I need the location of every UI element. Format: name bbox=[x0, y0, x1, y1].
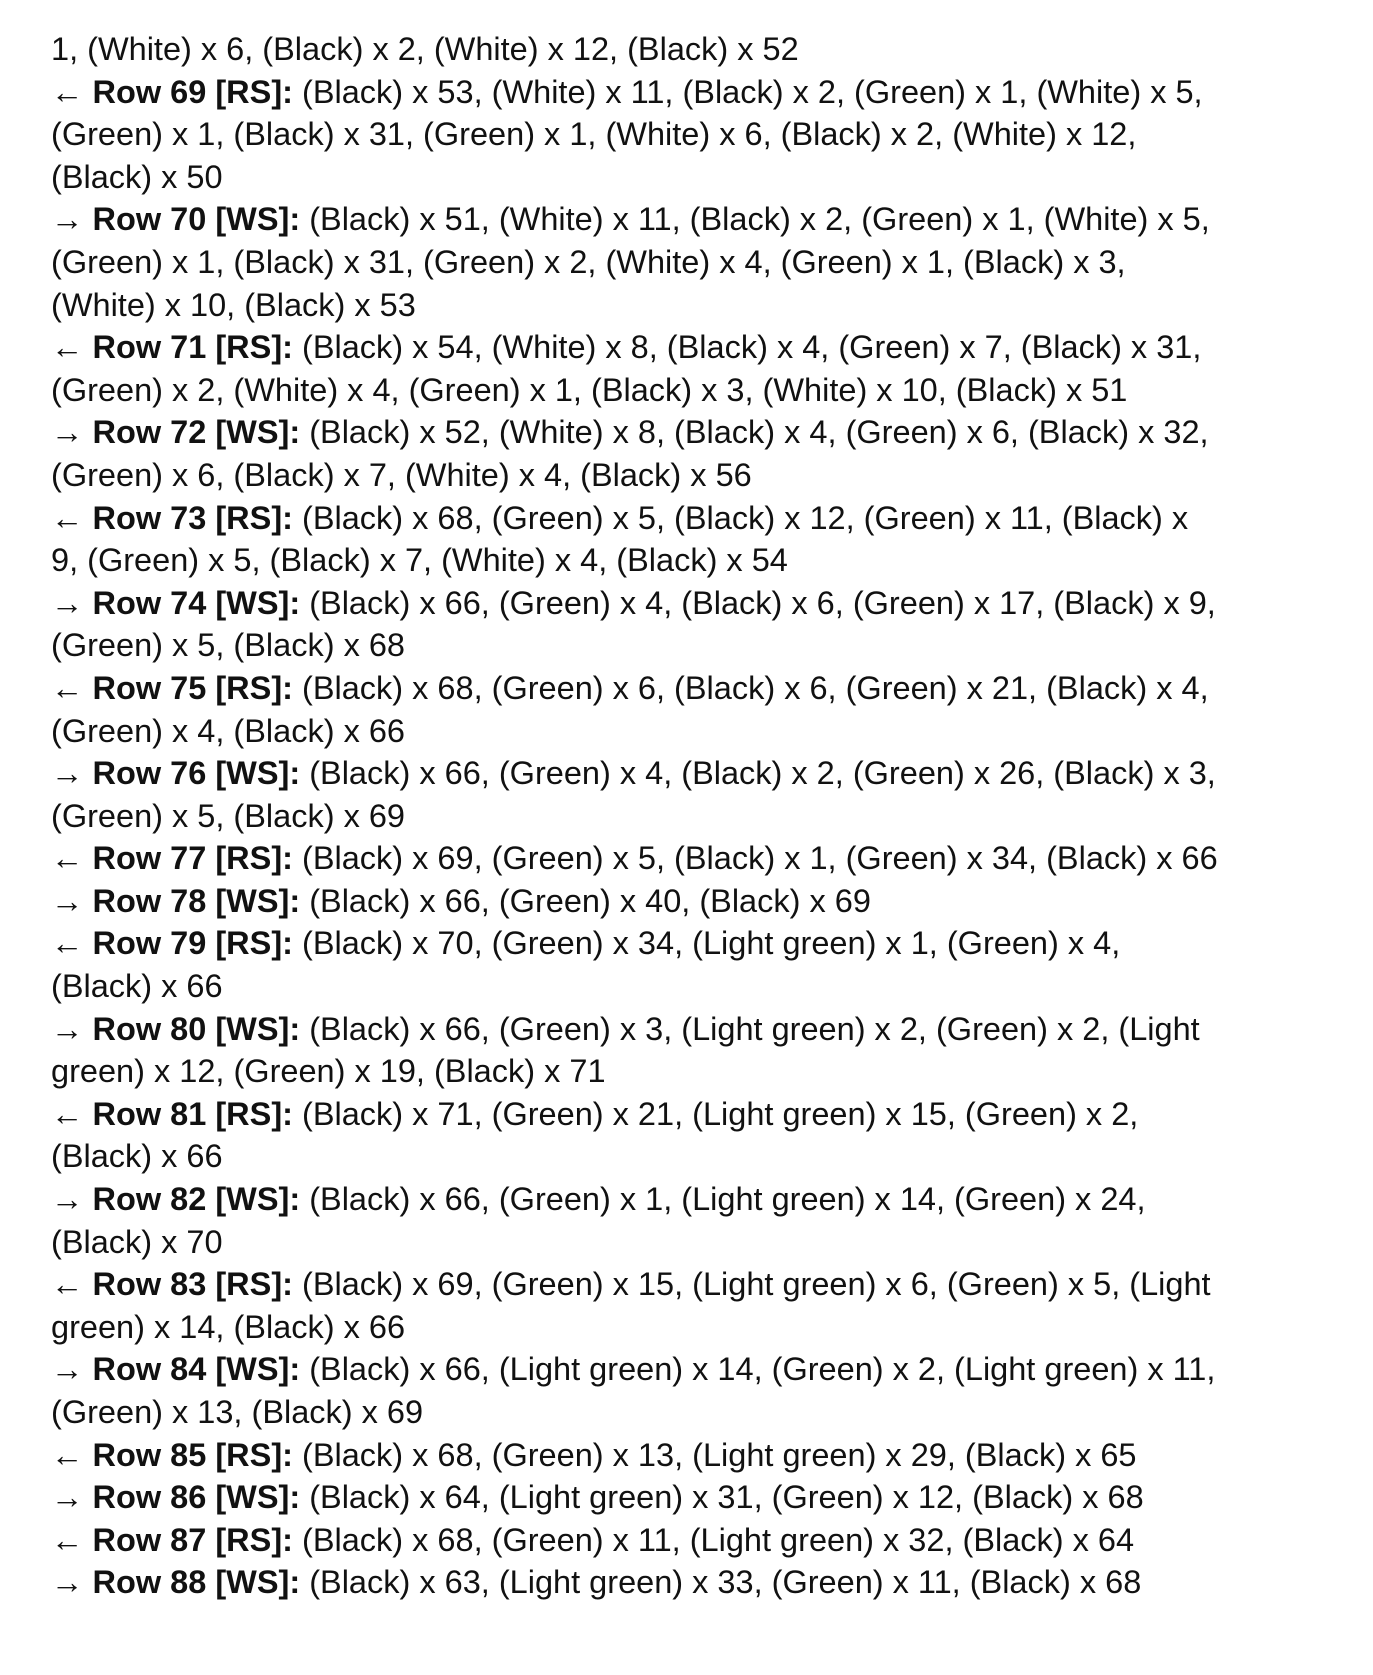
row-instruction-line bbox=[51, 326, 1321, 369]
continuation-line bbox=[51, 1135, 1321, 1178]
row-instruction-line bbox=[51, 1519, 1321, 1562]
row-instruction-line bbox=[51, 1093, 1321, 1136]
color-sequence-text: (Black) x 71, (Green) x 21, (Light green) x 15, (Green) x 2, bbox=[292, 1095, 1139, 1132]
right-arrow-icon: → bbox=[51, 1351, 93, 1388]
color-sequence-text: (Green) x 4, (Black) x 66 bbox=[51, 712, 405, 749]
row-instruction-line bbox=[51, 1434, 1321, 1477]
row-label: Row 74 [WS]: bbox=[92, 584, 301, 621]
continuation-line bbox=[51, 113, 1321, 156]
color-sequence-text: (Black) x 66, (Green) x 1, (Light green) x 14, (Green) x 24, bbox=[300, 1181, 1146, 1218]
color-sequence-text: 1, (White) x 6, (Black) x 2, (White) x 12, (Black) x 52 bbox=[51, 31, 799, 67]
row-label: Row 82 [WS]: bbox=[92, 1181, 301, 1218]
color-sequence-text: green) x 14, (Black) x 66 bbox=[51, 1308, 406, 1345]
color-sequence-text: (Black) x 66 bbox=[51, 1138, 223, 1175]
continuation-line bbox=[51, 241, 1321, 284]
continuation-line bbox=[51, 539, 1321, 582]
row-instruction-line bbox=[51, 582, 1321, 625]
row-instruction-line bbox=[51, 880, 1321, 923]
color-sequence-text: (Black) x 68, (Green) x 13, (Light green) x 29, (Black) x 65 bbox=[292, 1436, 1137, 1473]
continuation-line bbox=[51, 624, 1321, 667]
left-arrow-icon: ← bbox=[51, 499, 93, 536]
row-instruction-line bbox=[51, 497, 1321, 540]
continuation-line bbox=[51, 795, 1321, 838]
row-instruction-line bbox=[51, 1348, 1321, 1391]
continuation-line bbox=[51, 369, 1321, 412]
row-label: Row 84 [WS]: bbox=[92, 1351, 301, 1388]
left-arrow-icon: ← bbox=[51, 73, 93, 110]
color-sequence-text: (Green) x 6, (Black) x 7, (White) x 4, (Black) x 56 bbox=[51, 456, 752, 493]
continuation-line bbox=[51, 454, 1321, 497]
row-label: Row 69 [RS]: bbox=[92, 73, 293, 110]
color-sequence-text: (Green) x 1, (Black) x 31, (Green) x 1, (White) x 6, (Black) x 2, (White) x 12, bbox=[51, 116, 1137, 153]
row-label: Row 86 [WS]: bbox=[92, 1479, 301, 1516]
right-arrow-icon: → bbox=[51, 414, 93, 451]
right-arrow-icon: → bbox=[51, 755, 93, 792]
color-sequence-text: (Black) x 70, (Green) x 34, (Light green) x 1, (Green) x 4, bbox=[292, 925, 1121, 962]
color-sequence-text: (Black) x 63, (Light green) x 33, (Green) x 11, (Black) x 68 bbox=[300, 1564, 1142, 1601]
left-arrow-icon: ← bbox=[51, 925, 93, 962]
row-label: Row 80 [WS]: bbox=[92, 1010, 301, 1047]
row-label: Row 87 [RS]: bbox=[92, 1521, 293, 1558]
right-arrow-icon: → bbox=[51, 882, 93, 919]
color-sequence-text: (Black) x 50 bbox=[51, 158, 223, 195]
color-sequence-text: (Black) x 68, (Green) x 6, (Black) x 6, (Green) x 21, (Black) x 4, bbox=[292, 669, 1209, 706]
left-arrow-icon: ← bbox=[51, 1521, 93, 1558]
continuation-line bbox=[51, 710, 1321, 753]
left-arrow-icon: ← bbox=[51, 1095, 93, 1132]
row-label: Row 71 [RS]: bbox=[92, 329, 293, 366]
continuation-line bbox=[51, 156, 1321, 199]
color-sequence-text: (Black) x 64, (Light green) x 31, (Green) x 12, (Black) x 68 bbox=[300, 1479, 1144, 1516]
row-label: Row 70 [WS]: bbox=[92, 201, 301, 238]
color-sequence-text: (Green) x 1, (Black) x 31, (Green) x 2, (White) x 4, (Green) x 1, (Black) x 3, bbox=[51, 243, 1126, 280]
row-instruction-line bbox=[51, 752, 1321, 795]
row-instruction-line bbox=[51, 1008, 1321, 1051]
left-arrow-icon: ← bbox=[51, 1436, 93, 1473]
row-instruction-line bbox=[51, 667, 1321, 710]
color-sequence-text: (Black) x 66, (Green) x 40, (Black) x 69 bbox=[300, 882, 871, 919]
row-instruction-line bbox=[51, 837, 1321, 880]
color-sequence-text: (Green) x 5, (Black) x 69 bbox=[51, 797, 405, 834]
row-label: Row 79 [RS]: bbox=[92, 925, 293, 962]
row-label: Row 78 [WS]: bbox=[92, 882, 301, 919]
right-arrow-icon: → bbox=[51, 1181, 93, 1218]
color-sequence-text: (Black) x 69, (Green) x 5, (Black) x 1, (Green) x 34, (Black) x 66 bbox=[292, 840, 1218, 877]
color-sequence-text: (Black) x 54, (White) x 8, (Black) x 4, (Green) x 7, (Black) x 31, bbox=[292, 329, 1202, 366]
color-sequence-text: (Black) x 52, (White) x 8, (Black) x 4, (Green) x 6, (Black) x 32, bbox=[300, 414, 1209, 451]
color-sequence-text: (Black) x 69, (Green) x 15, (Light green) x 6, (Green) x 5, (Light bbox=[292, 1266, 1211, 1303]
color-sequence-text: (Black) x 66, (Light green) x 14, (Green) x 2, (Light green) x 11, bbox=[300, 1351, 1216, 1388]
continuation-line bbox=[51, 1391, 1321, 1434]
color-sequence-text: (Black) x 68, (Green) x 5, (Black) x 12, (Green) x 11, (Black) x bbox=[292, 499, 1189, 536]
color-sequence-text: (Black) x 70 bbox=[51, 1223, 223, 1260]
left-arrow-icon: ← bbox=[51, 329, 93, 366]
color-sequence-text: (Black) x 68, (Green) x 11, (Light green) x 32, (Black) x 64 bbox=[292, 1521, 1135, 1558]
continuation-line bbox=[51, 28, 1321, 71]
right-arrow-icon: → bbox=[51, 1479, 93, 1516]
color-sequence-text: (Black) x 53, (White) x 11, (Black) x 2, (Green) x 1, (White) x 5, bbox=[292, 73, 1203, 110]
row-label: Row 83 [RS]: bbox=[92, 1266, 293, 1303]
row-label: Row 88 [WS]: bbox=[92, 1564, 301, 1601]
left-arrow-icon: ← bbox=[51, 669, 93, 706]
color-sequence-text: 9, (Green) x 5, (Black) x 7, (White) x 4, (Black) x 54 bbox=[51, 542, 788, 579]
color-sequence-text: (Black) x 66 bbox=[51, 968, 223, 1005]
continuation-line bbox=[51, 284, 1321, 327]
row-label: Row 77 [RS]: bbox=[92, 840, 293, 877]
row-instruction-line bbox=[51, 1561, 1321, 1604]
left-arrow-icon: ← bbox=[51, 840, 93, 877]
row-label: Row 76 [WS]: bbox=[92, 755, 301, 792]
row-instruction-line bbox=[51, 1476, 1321, 1519]
right-arrow-icon: → bbox=[51, 1564, 93, 1601]
color-sequence-text: (Black) x 66, (Green) x 3, (Light green) x 2, (Green) x 2, (Light bbox=[300, 1010, 1200, 1047]
continuation-line bbox=[51, 965, 1321, 1008]
row-label: Row 72 [WS]: bbox=[92, 414, 301, 451]
row-label: Row 75 [RS]: bbox=[92, 669, 293, 706]
color-sequence-text: (Black) x 51, (White) x 11, (Black) x 2, (Green) x 1, (White) x 5, bbox=[300, 201, 1210, 238]
continuation-line bbox=[51, 1221, 1321, 1264]
row-instruction-line bbox=[51, 1263, 1321, 1306]
row-label: Row 81 [RS]: bbox=[92, 1095, 293, 1132]
color-sequence-text: green) x 12, (Green) x 19, (Black) x 71 bbox=[51, 1053, 606, 1090]
continuation-line bbox=[51, 1050, 1321, 1093]
row-instruction-line bbox=[51, 71, 1321, 114]
row-instruction-line bbox=[51, 1178, 1321, 1221]
pattern-instructions bbox=[51, 28, 1321, 1604]
row-instruction-line bbox=[51, 922, 1321, 965]
row-label: Row 73 [RS]: bbox=[92, 499, 293, 536]
color-sequence-text: (Black) x 66, (Green) x 4, (Black) x 2, (Green) x 26, (Black) x 3, bbox=[300, 755, 1216, 792]
row-instruction-line bbox=[51, 198, 1321, 241]
color-sequence-text: (Green) x 2, (White) x 4, (Green) x 1, (Black) x 3, (White) x 10, (Black) x 51 bbox=[51, 371, 1128, 408]
color-sequence-text: (White) x 10, (Black) x 53 bbox=[51, 286, 416, 323]
continuation-line bbox=[51, 1306, 1321, 1349]
left-arrow-icon: ← bbox=[51, 1266, 93, 1303]
right-arrow-icon: → bbox=[51, 1010, 93, 1047]
color-sequence-text: (Black) x 66, (Green) x 4, (Black) x 6, (Green) x 17, (Black) x 9, bbox=[300, 584, 1216, 621]
color-sequence-text: (Green) x 13, (Black) x 69 bbox=[51, 1394, 424, 1430]
row-label: Row 85 [RS]: bbox=[92, 1436, 293, 1473]
right-arrow-icon: → bbox=[51, 201, 93, 238]
color-sequence-text: (Green) x 5, (Black) x 68 bbox=[51, 627, 405, 664]
row-instruction-line bbox=[51, 411, 1321, 454]
right-arrow-icon: → bbox=[51, 584, 93, 621]
